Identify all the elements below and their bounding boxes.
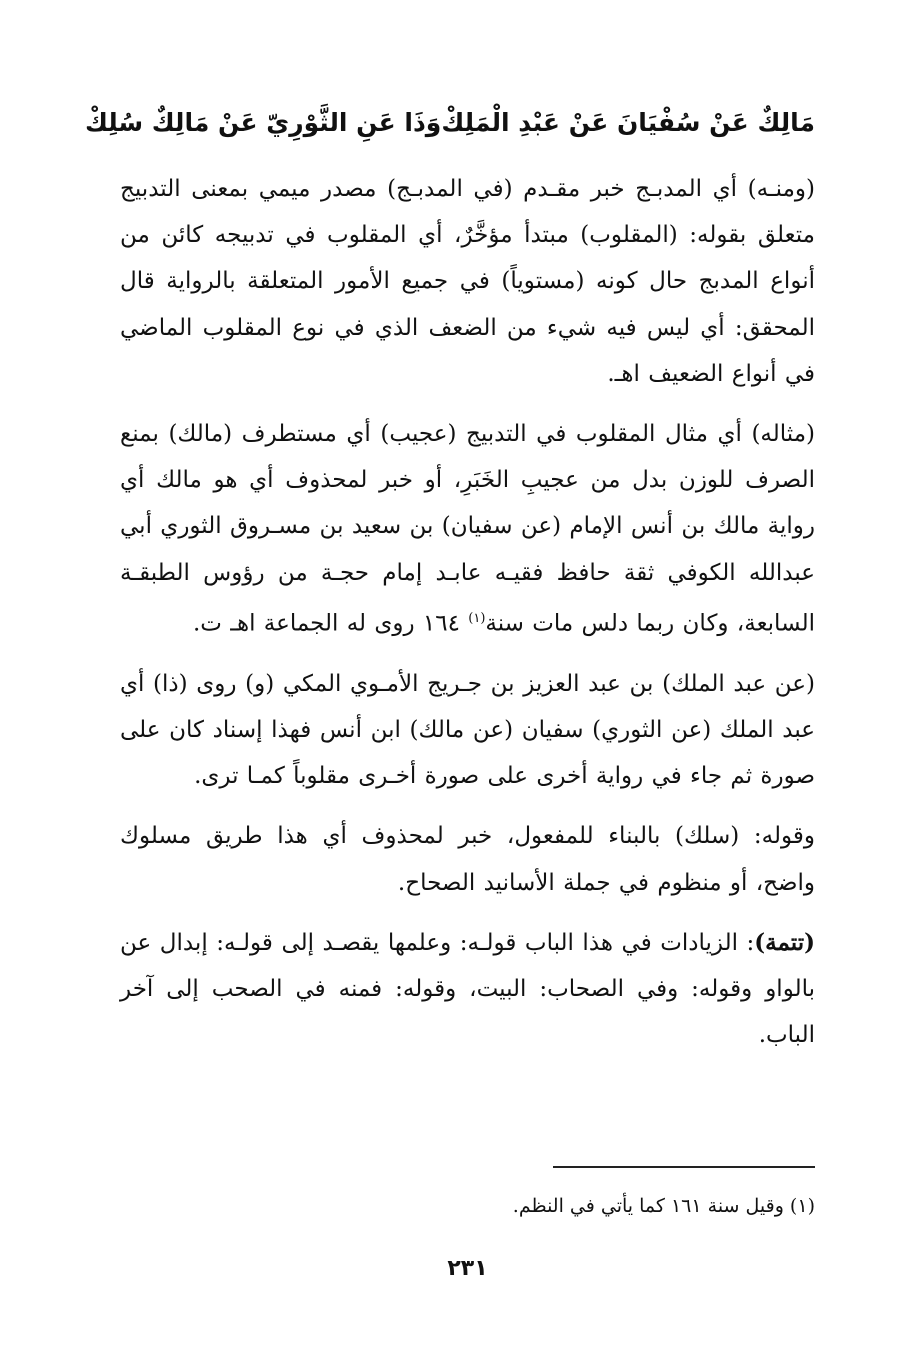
paragraph-2-tail: ١٦٤ روى له الجماعة اهـ ت. bbox=[192, 610, 469, 637]
verse-left-hemistich: وَذَا عَنِ الثَّوْرِيّ عَنْ مَالِكٌ سُلِكْ bbox=[85, 107, 442, 137]
tatimma-label: (تتمة) bbox=[754, 928, 815, 956]
tatimma-text: : الزيادات في هذا الباب قولـه: وعلمها يقصـد إلى قولـه: إبدال عن بالواو وقوله: وفي الصحاب: البيت، وقوله: فمنه في الصحب إلى آخر الباب. bbox=[120, 929, 815, 1049]
tatimma-paragraph bbox=[120, 920, 815, 1059]
verse-line bbox=[85, 100, 815, 144]
page-number: ٢٣١ bbox=[447, 1256, 488, 1281]
verse-right-hemistich: مَالِكٌ عَنْ سُفْيَانَ عَنْ عَبْدِ الْمَلِكْ bbox=[441, 107, 815, 137]
footnote-rule bbox=[553, 1166, 815, 1168]
page bbox=[85, 0, 815, 1359]
footnote-ref: (١) bbox=[468, 610, 486, 626]
paragraph-1: (ومنـه) أي المدبـج خبر مقـدم (في المدبـج) مصدر ميمي بمعنى التدبيج متعلق بقوله: (المقلوب) مبتدأ مؤخَّرٌ، أي المقلوب في تدبيجه كائن من أنواع المدبج حال كونه (مستوياً) في جميع الأمور المتعلقة بالرواية قال المحقق: أي ليس فيه شيء من الضعف الذي في نوع المقلوب الماضي في أنواع الضعيف اهـ. bbox=[120, 176, 815, 387]
footnote: (١) وقيل سنة ١٦١ كما يأتي في النظم. bbox=[512, 1195, 815, 1217]
paragraph-3: (عن عبد الملك) بن عبد العزيز بن جـريج الأمـوي المكي (و) روى (ذا) أي عبد الملك (عن الثوري) سفيان (عن مالك) ابن أنس فهذا إسناد كان على صورة ثم جاء في رواية أخرى على صورة أخـرى مقلوباً كمـا ترى. bbox=[120, 670, 815, 790]
paragraph-2-text: (مثاله) أي مثال المقلوب في التدبيج (عجيب) أي مستطرف (مالك) بمنع الصرف للوزن بدل من عجيبِ الخَبَرِ، أو خبر لمحذوف أي هو مالك أي رواية مالك بن أنس الإمام (عن سفيان) بن سعيد بن مسـروق الثوري أبي عبدالله الكوفي ثقة حافظ فقيـه عابـد إمام حجـة من رؤوس الطبقـة السابعة، وكان ربما دلس مات سنة bbox=[120, 421, 815, 637]
commentary-body bbox=[120, 166, 815, 1072]
paragraph-4: وقوله: (سلك) بالبناء للمفعول، خبر لمحذوف أي هذا طريق مسلوك واضح، أو منظوم في جملة الأسانيد الصحاح. bbox=[120, 823, 815, 896]
paragraph-2 bbox=[120, 411, 815, 647]
